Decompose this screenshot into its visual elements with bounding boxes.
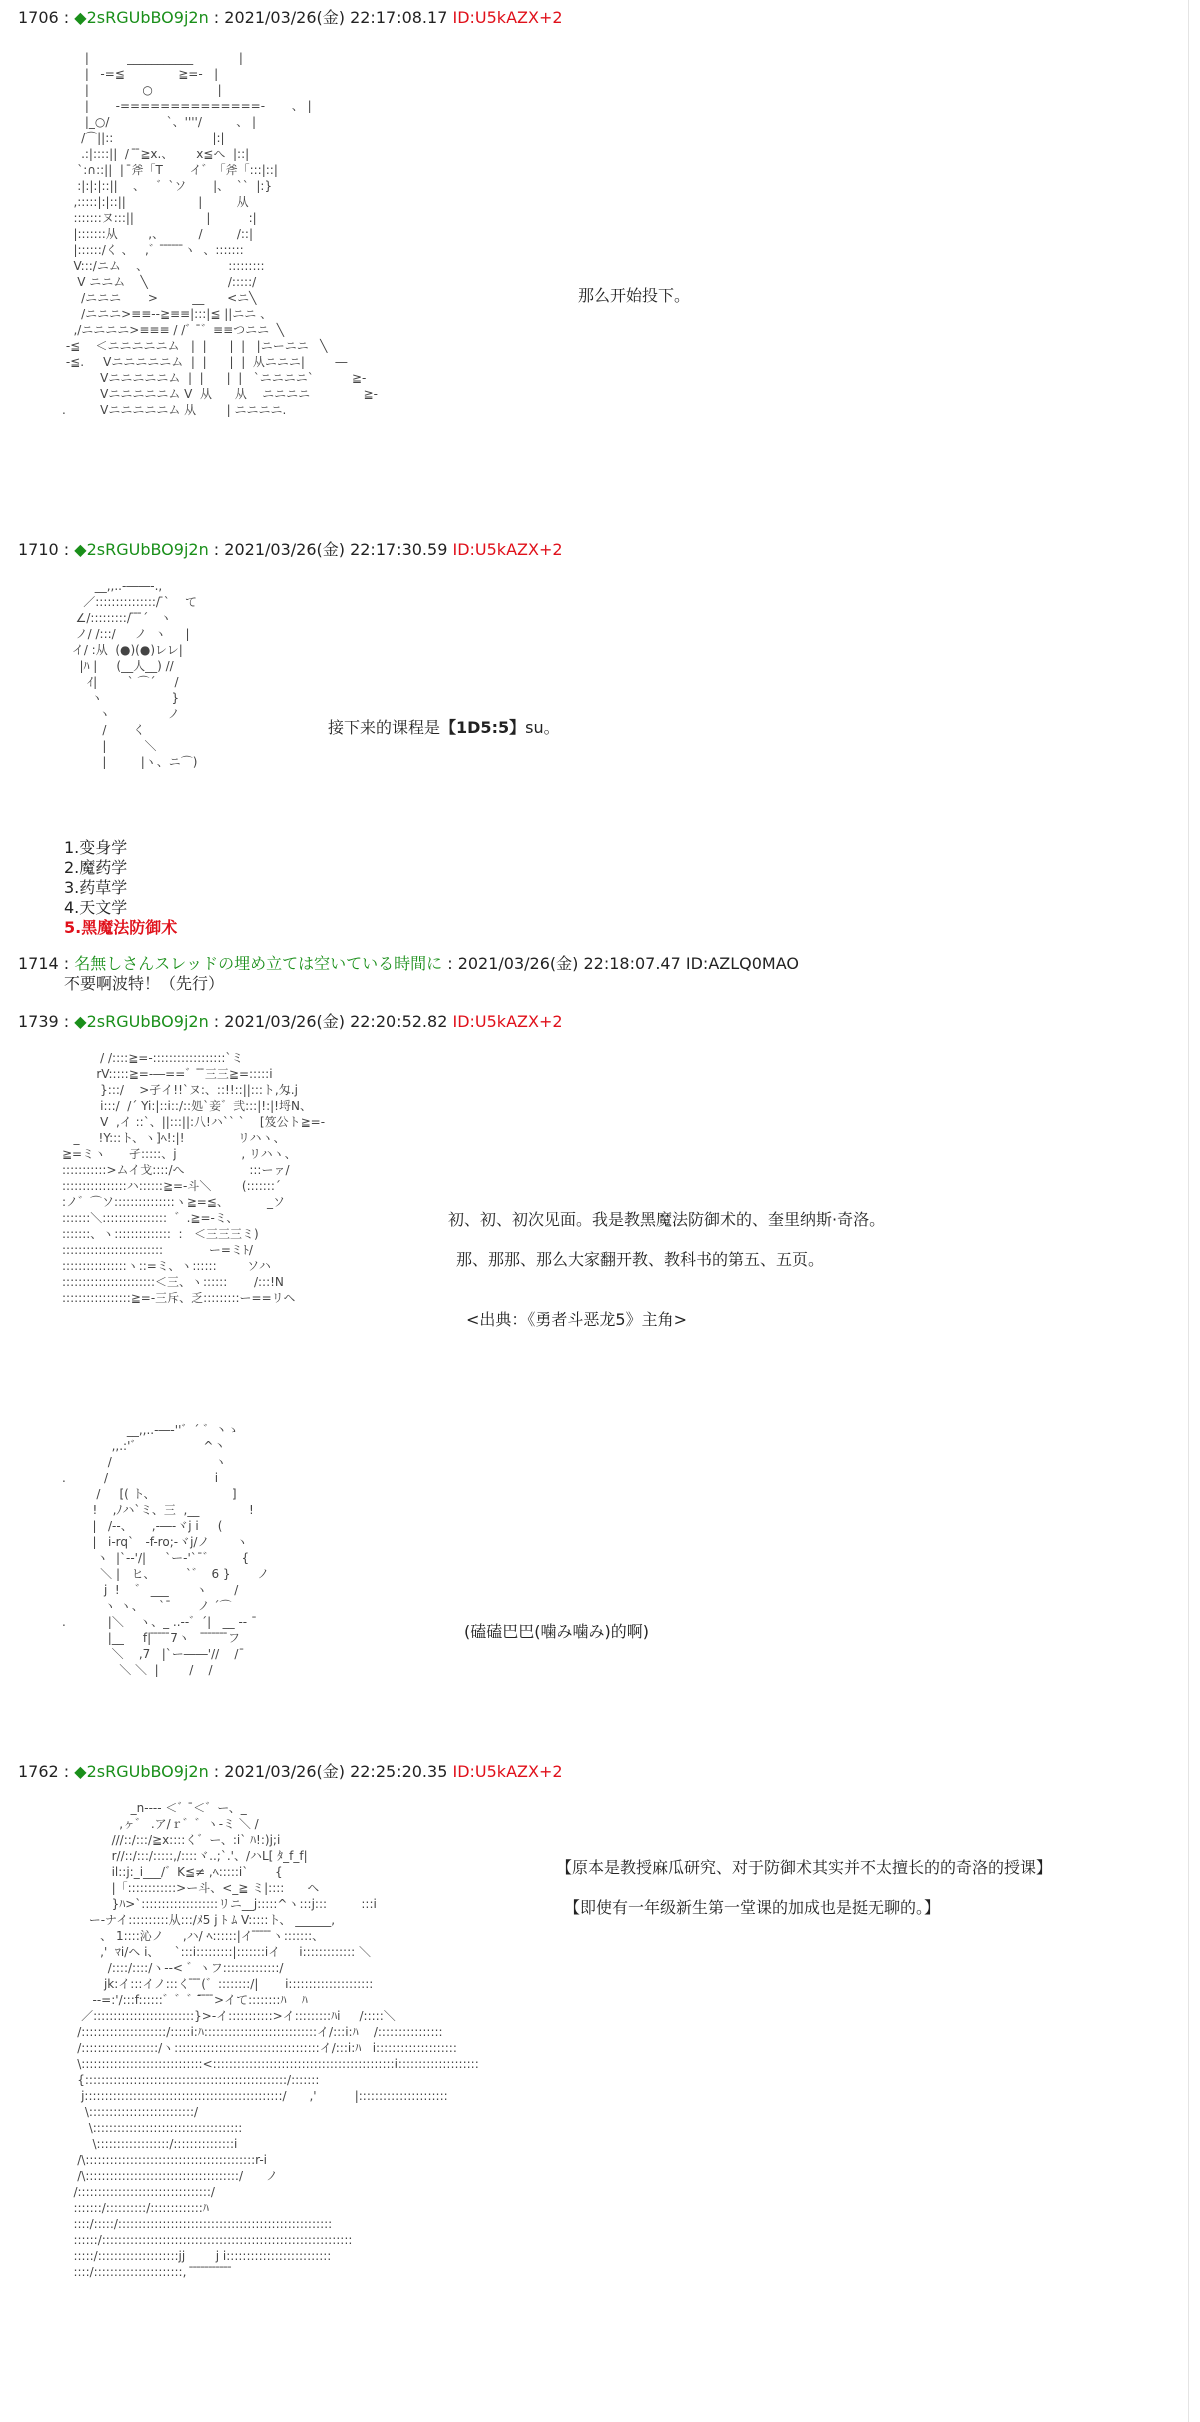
aside-line: (磕磕巴巴(噛み噛み)的啊) [464,1622,649,1641]
post-header-1714: 1714 : 名無しさんスレッドの埋め立ては空いている時間に : 2021/03/26(金) 22:18:07.47 ID:AZLQ0MAO [18,954,799,973]
poster-id[interactable]: ID:U5kAZX+2 [452,1762,563,1781]
post-number: 1714 [18,954,59,973]
dialogue-line: 那、那那、那么大家翻开教、教科书的第五、五页。 [456,1250,825,1269]
post-header-1739: 1739 : ◆2sRGUbBO9j2n : 2021/03/26(金) 22:20:52.82 ID:U5kAZX+2 [18,1012,563,1031]
dialogue-1706: 那么开始投下。 [578,286,691,305]
poster-id[interactable]: ID:U5kAZX+2 [452,1012,563,1031]
post-header-1762: 1762 : ◆2sRGUbBO9j2n : 2021/03/26(金) 22:25:20.35 ID:U5kAZX+2 [18,1762,563,1781]
poster-trip[interactable]: ◆2sRGUbBO9j2n [74,1012,209,1031]
narration-line: 【即使有一年级新生第一堂课的加成也是挺无聊的。】 [564,1898,941,1917]
narration-line: 【原本是教授麻瓜研究、对于防御术其实并不太擅长的的奇洛的授课】 [556,1858,1053,1877]
poster-id[interactable]: ID:U5kAZX+2 [452,540,563,559]
list-item: 3.药草学 [64,878,128,897]
post-datetime: 2021/03/26(金) 22:17:08.17 [224,8,448,27]
list-item: 2.魔药学 [64,858,128,877]
dialogue-suffix: su。 [525,718,560,737]
post-datetime: 2021/03/26(金) 22:18:07.47 [457,954,681,973]
ascii-art-1739: / /::::≧=-::::::::::::::::::`ミ rV:::::≧=-―==゛ ̄ ̄三三≧=:::::i }:::/ >孑イ!!`ヌ:、::!!::||:::ト,匁.j i:::/ /´ Yi:|::i::/::処`妾゛弐:::|!:|!埒N、 V ,イ ::`、||:::||:八!ハ`` ` [笈公ト≧=- _ !Y:::ト、ヽ]ﾍ!:|! リハヽ、 ≧=ミヽ 孑:::::、j , リハヽ、 :::::::::::>ムイ戈::::/へ :::ーァ/ ::::::::::::::::ハ::::::≧=-斗＼ (:::::::´ :ノ゛⌒ソ:::::::::::::::ヽ≧=≦、 _ソ :::::::＼:::::::::::::::: ゛.≧=-ミ、 :::::::、ヽ:::::::::::::: : ＜三三三ミ) ::::::::::::::::::::::::: ー=ミﾄ/ ::::::::::::::::ヽ::=ミ、ヽ:::::: ソハ :::::::::::::::::::::::＜三、ヽ:::::: /:::!N :::::::::::::::::≧=-三斥、乏:::::::::ー==リヘ [62,1051,326,1305]
post-header-1710: 1710 : ◆2sRGUbBO9j2n : 2021/03/26(金) 22:17:30.59 ID:U5kAZX+2 [18,540,563,559]
ascii-art-1739-face: __,,..-―‐''゛´ ゛丶ゝ ,,.:'゛ ^丶 / ヽ . / i / [( ト、 ] ! ,ﾉハ`ミ、三 ,__ ! | /--、 ,-―‐ヾj i ( | i-rq` -f-ro;-ヾj/ノ ヽ ヽ |`--'/| `ー-'`¯゛ { ＼ | ヒ、 `゛ 6 } ノ j ! ゛ ___ ヽ / ヽ ヽ、 `¯ ノ ´⌒ . |＼ ヽ、_ ..-‐゛´| __ -‐ ¯ |__ f| ̄ ̄ ̄ ̄ ̄7ヽ ̄ ̄ ̄ ̄ ̄ ̄ ̄フ ＼ ,7 |`ー――'// /¯ ＼ ＼ | / / [62,1423,270,1677]
source-note: <出典：《勇者斗恶龙5》主角> [466,1310,687,1329]
list-item: 4.天文学 [64,898,128,917]
post-datetime: 2021/03/26(金) 22:20:52.82 [224,1012,448,1031]
poster-id[interactable]: ID:AZLQ0MAO [685,954,799,973]
post-number: 1762 [18,1762,59,1781]
poster-trip[interactable]: ◆2sRGUbBO9j2n [74,540,209,559]
ascii-art-1710: __,,..-――-., ／:::::::::::::::/ ̄` て ∠/:::::::::/ ̄ ̄ ̄´ ヽ ノ/ /:::/ ノ ヽ | イ/ :从 (●)(●)レレ| |ﾊ | (__人__) // ｲ| ` ⌒´ / ヽ } ヽ ノ / く | ＼ | |ヽ、ニ⌒) [71,579,198,769]
post-body-1714: 不要啊波特！（先行） [64,974,225,993]
page-border [1188,0,1189,2422]
course-list [64,838,177,938]
dialogue-1710 [328,718,560,738]
poster-trip[interactable]: ◆2sRGUbBO9j2n [74,1762,209,1781]
dialogue-prefix: 接下来的课程是 [328,718,441,737]
ascii-art-1706: | ___________ | | -=≦ ≧=- | | ○ | | -==============- 、 | |_○/ `、''''/ 、 | /⌒||:: |:| .:|::::|| / ̄ ̄≧x.、 x≦へ |::| `:∩::|| | ̄斧「T イ゛「斧「:::|::| :|:|:|::|| 、 ゛`ソ |、 `` |:} ,:::::|:|::|| | 从 :::::::ヌ:::|| | :| |:::::::从 ,、 / /::| |::::::/く 、 ,゛ ̄ ̄ ̄ ̄ ̄ ̄ヽ 、::::::: V:::/ニム 、 ::::::::: V ニニム ╲ /:::::/ /ニニニ > __ <ニ╲ /ニニニ>≡≡--≧≡≡|:::|≦ ||ニニ 、 ,/ニニニニ>≡≡≡ / /゛ ̄゛≡≡つニニ ╲ -≦ ＜ニニニニニム | | | | |ニーニニ ╲ -≦. Vニニニニニム | | | | 从ニニニ| ― Vニニニニニム | | | | `ニニニニ` ≧- Vニニニニニム V 从 从 ニニニニ ≧- . Vニニニニニム 从 | ニニニニ. [62,51,378,417]
ascii-art-1762: _n-‐‐‐ ＜゛ ̄＜゛ー、_ ,ヶ゛ .ア/ｒ゛゛ヽ-ミ ＼ / ///::/:::/≧x::::く゛ー、:i` ﾊ!:)j;i r//::/:::/:::::,/::::ヾ..;`.'、/ハL[ ﾀ_f_f| il::j:_i___/゛K≦≠ ,ﾍ:::::i` { |「::::::::::::>ー斗、<_≧ ミ|:::: ヘ }ﾊ>`:::::::::::::::::::リニ__j:::::^ヽ:::j::: :::i ー-ナイ::::::::::从:::/ﾒ5 j ﾄ ﾑ V:::::ト、 ______, 、 1::::沁ノ ,ハ/ ﾍ::::::|イ ̄ ̄ ̄ ̄ ̄ヽ:::::::、 ,' ﾏi/ヘ i、 `:::i:::::::::|:::::::iイ i::::::::::::: ＼ /::::/::::/ヽ--< ゛ヽフ::::::::::::::/ jk:イ:::イノ:::く ̄ ̄ ̄(゛::::::::/| i::::::::::::::::::::: --=:'/:::f::::::゛゛゛̄ ̄ ̄ ̄ ̄>イて::::::::ﾊ ﾊ ／:::::::::::::::::::::::::}>-イ:::::::::::>イ:::::::::ﾊi /:::::＼ /:::::::::::::::::::::/:::::i:ﾊ::::::::::::::::::::::::::::イ/:::i:ﾊ /:::::::::::::::: /:::::::::::::::::::/ヽ::::::::::::::::::::::::::::::::::::イ/:::i:ﾊ i:::::::::::::::::::: \::::::::::::::::::::::::::::::<:::::::::::::::::::::::::::::::::::::::::::::i:::::::::::::::::::: {::::::::::::::::::::::::::::::::::::::::::::::::::/::::::: j:::::::::::::::::::::::::::::::::::::::::::::::::/ ,' |:::::::::::::::::::::: \::::::::::::::::::::::::::/ \::::::::::::::::::::::::::::::::::::: \::::::::::::::::::/:::::::::::::::i /\::::::::::::::::::::::::::::::::::::::::::r-i /\::::::::::::::::::::::::::::::::::::::/ ノ /:::::::::::::::::::::::::::::::::/ :::::::/::::::::::/:::::::::::::ﾊ ::::/:::::/::::::::::::::::::::::::::::::::::::::::::::::::::::: ::::::/:::::::::::::::::::::::::::::::::::::::::::::::::::::::::::::: :::::/::::::::::::::::::::jj j i:::::::::::::::::::::::::: ::::/::::::::::::::::::::::, ̄ ̄ ̄ ̄ ̄ ̄ ̄ ̄ ̄ ̄ ̄ [73,1801,479,2279]
dialogue-line: 初、初、初次见面。我是教黑魔法防御术的、奎里纳斯·奇洛。 [448,1210,886,1229]
dice-roll: 【1D5:5】 [440,718,526,737]
poster-trip[interactable]: ◆2sRGUbBO9j2n [74,8,209,27]
post-number: 1739 [18,1012,59,1031]
list-item: 1.变身学 [64,838,128,857]
poster-id[interactable]: ID:U5kAZX+2 [452,8,563,27]
post-datetime: 2021/03/26(金) 22:25:20.35 [224,1762,448,1781]
list-item-selected: 5.黑魔法防御术 [64,918,178,937]
poster-name[interactable]: 名無しさんスレッドの埋め立ては空いている時間に [74,954,443,973]
post-datetime: 2021/03/26(金) 22:17:30.59 [224,540,448,559]
post-number: 1710 [18,540,59,559]
post-header-1706: 1706 : ◆2sRGUbBO9j2n : 2021/03/26(金) 22:17:08.17 ID:U5kAZX+2 [18,8,563,27]
post-number: 1706 [18,8,59,27]
